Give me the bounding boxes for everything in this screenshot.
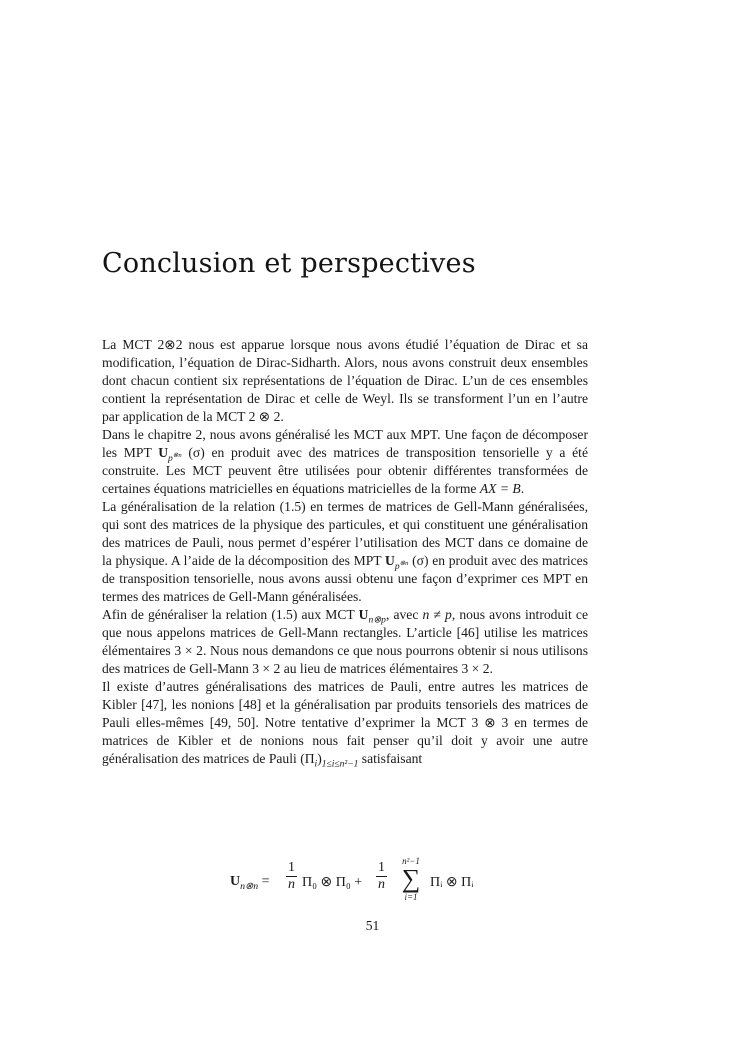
paragraph-3-text-b: (σ) en produit avec des matrices de transposition tensorielle, nous avons aussi obtenu une façon d’exprimer ces MPT en termes des matrices de Gell-Mann généralisées. — [102, 553, 588, 604]
inline-equation-axb: AX = B — [479, 481, 521, 496]
symbol-U: U — [358, 607, 369, 622]
equation-fraction-2: $\frac{1}{n}$ — [378, 860, 385, 892]
page-number: 51 — [365, 918, 380, 933]
paragraph-2-text-a: Dans le chapitre 2, nous avons généralisé les MCT aux MPT. Une façon de décomposer les MPT — [102, 427, 588, 460]
body-text — [102, 336, 588, 768]
paragraph-1-text: La MCT 2⊗2 nous est apparue lorsque nous avons étudié l’équation de Dirac et sa modification, l’équation de Dirac-Sidharth. Alors, nous avons construit deux ensembles dont chacun contient six représentations de l’équation de Dirac. L’un de ces ensembles contient la représentation de Dirac et celle de Weyl. Ils se transforment l’un en l’autre par application de la MCT 2 ⊗ 2. — [102, 337, 588, 424]
symbol-U-subscript: p⊗n — [168, 451, 182, 464]
pauli-index-range: 1≤i≤n²−1 — [321, 759, 359, 770]
symbol-U-subscript: n⊗p — [368, 615, 386, 626]
display-equation — [230, 858, 490, 910]
symbol-U: U — [385, 553, 395, 568]
paragraph-1 — [102, 336, 588, 426]
paragraph-3-text-a: La généralisation de la relation (1.5) en termes de matrices de Gell-Mann généralisées, qui sont des matrices de la physique des particules, et qui constituent une généralisation des matrices de Pauli, nous permet d’espérer l’utilisation des MCT dans ce domaine de la physique. A l’aide de la décomposition des MPT — [102, 499, 588, 568]
paragraph-5-text-a: Il existe d’autres généralisations des matrices de Pauli, entre autres les matrices de Kibler [47], les nonions [48] et la généralisation par produits tensoriels des matrices de Pauli elles-mêmes [49, 50]. Notre tentative d’exprimer la MCT 3 ⊗ 3 en termes de matrices de Kibler et de nonions nous fait penser qu’il doit y avoir une autre généralisation des matrices de Pauli — [102, 679, 588, 766]
paragraph-4: Afin de généraliser la relation (1.5) aux MCT $U_{n\otimes p}$, avec n ≠ p, nous avons introduit ce que nous appelons matrices de Gell-Mann rectangles. L’article [46] utilise les matrices élémentaires 3 × 2. Nous nous demandons ce que nous pourrons obtenir si nous utilisons des matrices de Gell-Mann 3 × 2 au lieu de matrices élémentaires 3 × 2. — [102, 607, 589, 676]
paragraph-2: Dans le chapitre 2, nous avons généralisé les MCT aux MPT. Une façon de décomposer les MPT $U_{p^{\otimes n}}$ (σ) en produit avec des matrices de transposition tensorielle y a été construite. Les MCT peuvent être utilisées pour obtenir différentes transformées de certaines équations matricielles en équations matricielles de la forme AX = B. — [102, 427, 588, 496]
paragraph-5-text-b: satisfaisant — [358, 751, 423, 766]
inline-inequality: n ≠ p — [422, 607, 452, 622]
symbol-U: U — [158, 445, 169, 460]
equation-lhs: $U_{n\otimes n}$ = — [230, 874, 270, 892]
paragraph-5: Il existe d’autres généralisations des matrices de Pauli, entre autres les matrices de Kibler [47], les nonions [48] et la généralisation par produits tensoriels des matrices de Pauli elles-mêmes [49, 50]. Notre tentative d’exprimer la MCT 3 ⊗ 3 en termes de matrices de Kibler et de nonions nous fait penser qu’il doit y avoir une autre généralisation des matrices de Pauli $(\Pi_i)_{1\le i\le n^2-1}$ satisfaisant — [102, 679, 588, 770]
equation-fraction-1: $\frac{1}{n}$ — [288, 860, 295, 892]
paragraph-4-text-a: Afin de généraliser la relation (1.5) aux MCT — [102, 607, 359, 622]
paragraph-4-text-c: , nous avons introduit ce que nous appelons matrices de Gell-Mann rectangles. L’article [46] utilise les matrices élémentaires 3 × 2. Nous nous demandons ce que nous pourrons obtenir si nous utilisons des matrices de Gell-Mann 3 × 2 au lieu de matrices élémentaires 3 × 2. — [102, 607, 589, 676]
paragraph-2-text-b: (σ) en produit avec des matrices de transposition tensorielle y a été construite. Les MCT peuvent être utilisées pour obtenir différentes transformées de certaines équations matricielles en équations matricielles de la forme — [102, 445, 588, 496]
equation-term-1: Π₀ ⊗ Π₀ + — [302, 875, 363, 890]
paragraph-3 — [102, 498, 588, 606]
equation-term-2: Πᵢ ⊗ Πᵢ — [430, 875, 474, 890]
symbol-U-subscript: p⊗n — [394, 559, 409, 572]
chapter-title: Conclusion et perspectives — [102, 248, 476, 279]
equation-summation: n²−1 ∑ i=1 — [401, 856, 421, 902]
